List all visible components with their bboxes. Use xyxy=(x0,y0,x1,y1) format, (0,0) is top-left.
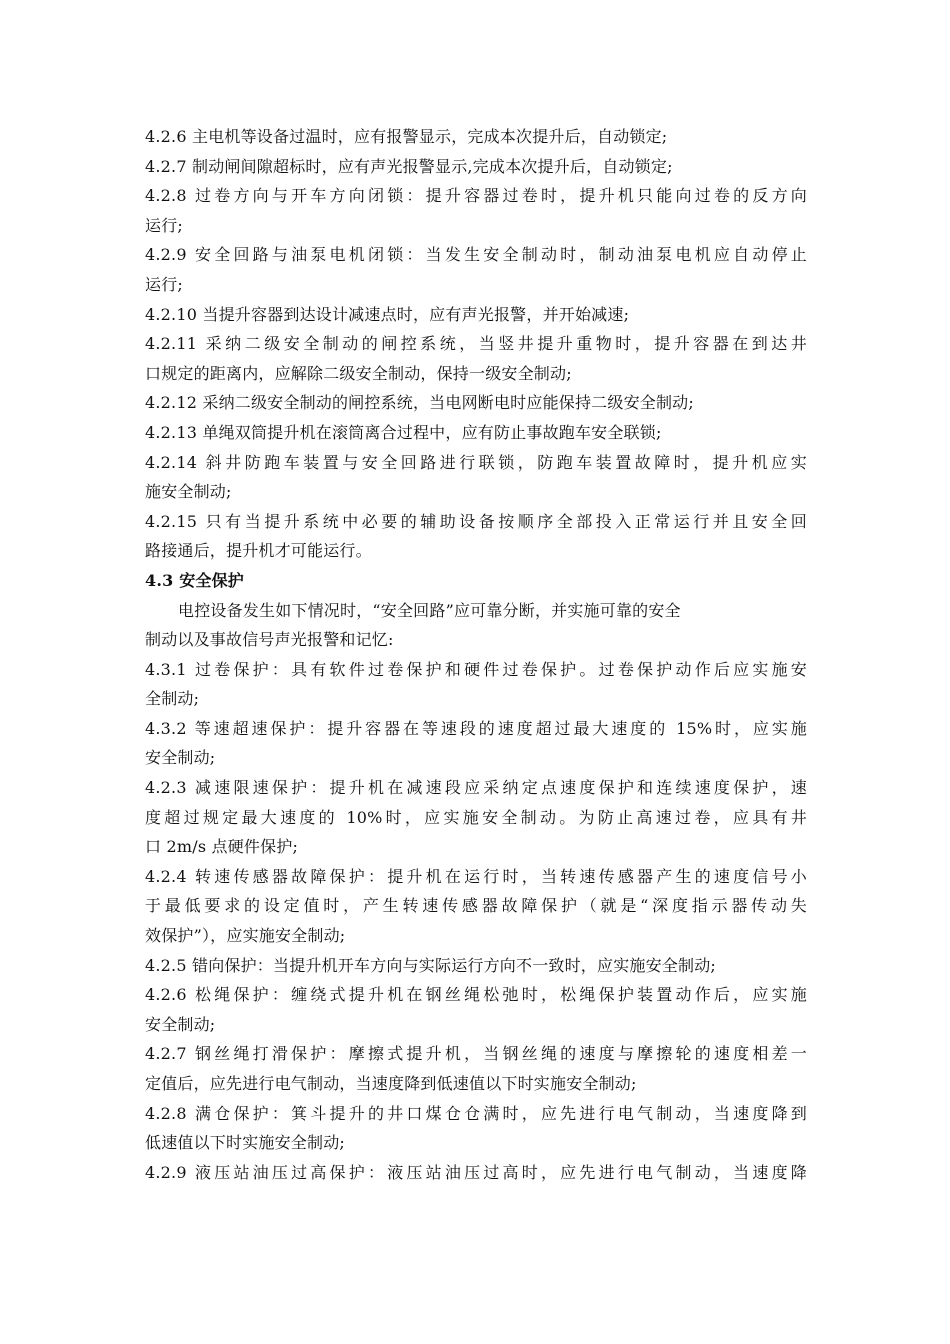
text-line: 安全制动; xyxy=(145,748,216,768)
text-line: 口 2m/s 点硬件保护; xyxy=(145,837,299,857)
text-line: 4.2.7 制动闸间隙超标时，应有声光报警显示,完成本次提升后，自动锁定; xyxy=(145,156,673,176)
text-line: 定值后，应先进行电气制动，当速度降到低速值以下时实施安全制动; xyxy=(145,1074,637,1093)
text-line: 电控设备发生如下情况时，“安全回路”应可靠分断，并实施可靠的安全 xyxy=(178,600,681,620)
text-line: 低速值以下时实施安全制动; xyxy=(145,1133,345,1153)
text-line: 4.2.13 单绳双筒提升机在滚筒离合过程中，应有防止事故跑车安全联锁; xyxy=(145,422,662,442)
document-page xyxy=(145,122,807,1187)
text-line: 4.2.8 过卷方向与开车方向闭锁：提升容器过卷时，提升机只能向过卷的反方向 xyxy=(145,186,807,206)
text-line: 4.2.4 转速传感器故障保护：提升机在运行时，当转速传感器产生的速度信号小 xyxy=(145,866,807,886)
text-line: 于最低要求的设定值时，产生转速传感器故障保护（就是“深度指示器传动失 xyxy=(145,896,807,916)
text-line: 施安全制动; xyxy=(145,482,232,502)
text-line: 4.3.2 等速超速保护：提升容器在等速段的速度超过最大速度的 15%时，应实施 xyxy=(145,718,807,738)
text-line: 4.3.1 过卷保护：具有软件过卷保护和硬件过卷保护。过卷保护动作后应实施安 xyxy=(145,659,807,679)
text-line: 4.2.6 松绳保护：缠绕式提升机在钢丝绳松弛时，松绳保护装置动作后，应实施 xyxy=(145,985,807,1005)
text-line: 度超过规定最大速度的 10%时，应实施安全制动。为防止高速过卷，应具有井 xyxy=(145,807,807,827)
text-line: 运行; xyxy=(145,274,183,294)
text-line: 4.2.9 安全回路与油泵电机闭锁：当发生安全制动时，制动油泵电机应自动停止 xyxy=(145,245,807,265)
text-line: 制动以及事故信号声光报警和记忆: xyxy=(145,630,394,650)
text-line: 4.2.10 当提升容器到达设计减速点时，应有声光报警，并开始减速; xyxy=(145,304,630,324)
text-line: 4.2.14 斜井防跑车装置与安全回路进行联锁，防跑车装置故障时，提升机应实 xyxy=(145,452,807,472)
text-line: 运行; xyxy=(145,215,183,235)
text-line: 4.2.7 钢丝绳打滑保护：摩擦式提升机，当钢丝绳的速度与摩擦轮的速度相差一 xyxy=(145,1044,807,1064)
text-line: 4.2.12 采纳二级安全制动的闸控系统，当电网断电时应能保持二级安全制动; xyxy=(145,393,694,413)
text-line: 4.2.5 错向保护：当提升机开车方向与实际运行方向不一致时，应实施安全制动; xyxy=(145,955,716,975)
text-line: 口规定的距离内，应解除二级安全制动，保持一级安全制动; xyxy=(145,363,572,383)
text-line: 安全制动; xyxy=(145,1014,216,1034)
text-line: 路接通后，提升机才可能运行。 xyxy=(145,541,372,561)
text-line: 4.2.9 液压站油压过高保护：液压站油压过高时，应先进行电气制动，当速度降 xyxy=(145,1162,807,1182)
text-line: 4.2.3 减速限速保护：提升机在减速段应采纳定点速度保护和连续速度保护，速 xyxy=(145,778,807,798)
text-line: 4.2.6 主电机等设备过温时，应有报警显示，完成本次提升后，自动锁定; xyxy=(145,127,668,146)
section-heading: 4.3 安全保护 xyxy=(145,570,245,590)
text-line: 4.2.8 满仓保护：箕斗提升的井口煤仓仓满时，应先进行电气制动，当速度降到 xyxy=(145,1103,807,1123)
text-line: 全制动; xyxy=(145,689,200,709)
text-line: 4.2.11 采纳二级安全制动的闸控系统，当竖井提升重物时，提升容器在到达井 xyxy=(145,334,807,354)
text-line: 效保护”），应实施安全制动; xyxy=(145,926,346,946)
text-line: 4.2.15 只有当提升系统中必要的辅助设备按顺序全部投入正常运行并且安全回 xyxy=(145,511,807,531)
